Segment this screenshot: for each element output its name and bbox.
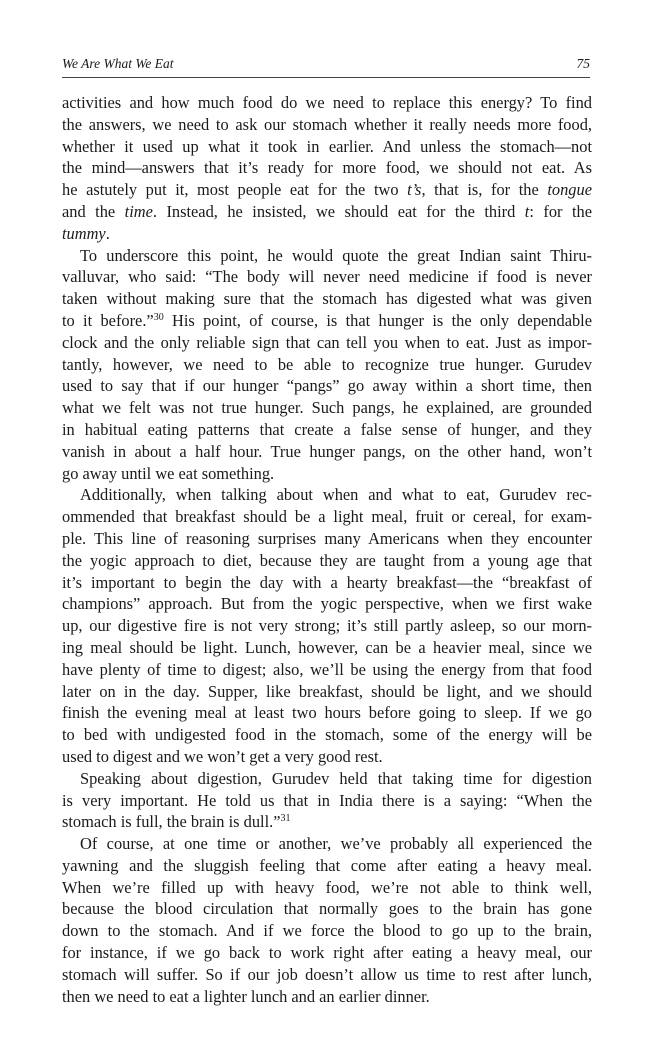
line-text: then we need to eat a lighter lunch and an earlier dinner. bbox=[62, 986, 430, 1006]
footnote-marker: 30 bbox=[153, 311, 164, 323]
line-text: what we felt was not true hunger. Such pangs, he explained, are grounded bbox=[62, 398, 592, 418]
line-text: champions” approach. But from the yogic perspective, when we first wake bbox=[62, 594, 592, 614]
text-line bbox=[62, 942, 592, 964]
text-line bbox=[62, 397, 592, 419]
line-text: stomach will suffer. So if our job doesn’t allow us time to rest after lunch, bbox=[62, 964, 592, 984]
text-line bbox=[62, 136, 592, 158]
text-line bbox=[62, 833, 592, 855]
line-text: to it before.” bbox=[62, 310, 154, 330]
line-text: tantly, however, we need to be able to recognize true hunger. Gurudev bbox=[62, 354, 592, 374]
text-line bbox=[62, 245, 592, 267]
text-line bbox=[62, 593, 592, 615]
text-line bbox=[62, 179, 592, 201]
line-text: vanish in about a half hour. True hunger pangs, on the other hand, won’t bbox=[62, 441, 592, 461]
text-line bbox=[62, 964, 592, 986]
line-text: Speaking about digestion, Gurudev held that taking time for digestion bbox=[80, 768, 592, 788]
text-line bbox=[62, 201, 592, 223]
line-text: ing meal should be light. Lunch, however, can be a heavier meal, since we bbox=[62, 637, 592, 657]
text-line bbox=[62, 528, 592, 550]
text-line bbox=[62, 768, 592, 790]
line-text: it’s important to begin the day with a hearty breakfast—the “breakfast of bbox=[62, 572, 592, 592]
text-line bbox=[62, 506, 592, 528]
text-line bbox=[62, 615, 592, 637]
line-text: the mind—answers that it’s ready for more food, we should not eat. As bbox=[62, 158, 592, 178]
text-line bbox=[62, 920, 592, 942]
line-text: His point, of course, is that hunger is the only dependable bbox=[163, 310, 592, 330]
line-text: ommended that breakfast should be a light meal, fruit or cereal, for exam- bbox=[62, 507, 592, 527]
text-line bbox=[62, 898, 592, 920]
line-text: in habitual eating patterns that create a false sense of hunger, and they bbox=[62, 419, 592, 439]
text-line bbox=[62, 724, 592, 746]
line-text: Additionally, when talking about when and what to eat, Gurudev rec- bbox=[80, 485, 592, 505]
line-text: have plenty of time to digest; also, we’ll be using the energy from that food bbox=[62, 659, 592, 679]
line-text: To underscore this point, he would quote the great Indian saint Thiru- bbox=[80, 245, 592, 265]
text-line bbox=[62, 223, 592, 245]
text-line bbox=[62, 855, 592, 877]
chapter-title: We Are What We Eat bbox=[62, 56, 174, 71]
line-text: When we’re filled up with heavy food, we’re not able to think well, bbox=[62, 877, 592, 897]
footnote-marker: 31 bbox=[280, 813, 291, 825]
line-text: because the blood circulation that normally goes to the brain has gone bbox=[62, 899, 592, 919]
text-line bbox=[62, 681, 592, 703]
text-line bbox=[62, 310, 592, 332]
text-line bbox=[62, 877, 592, 899]
text-line bbox=[62, 375, 592, 397]
line-text: for instance, if we go back to work right after eating a heavy meal, our bbox=[62, 943, 592, 963]
page-number: 75 bbox=[576, 56, 590, 71]
line-text: the yogic approach to diet, because they are taught from a young age that bbox=[62, 550, 592, 570]
line-text: go away until we eat something. bbox=[62, 463, 275, 483]
text-line bbox=[62, 463, 592, 485]
text-line bbox=[62, 354, 592, 376]
line-text: later on in the day. Supper, like breakfast, should be light, and we should bbox=[62, 681, 592, 701]
text-line bbox=[62, 92, 592, 114]
line-text: he astutely put it, most people eat for the two t’s, that is, for the tongue bbox=[62, 180, 592, 200]
text-line bbox=[62, 288, 592, 310]
text-line bbox=[62, 157, 592, 179]
line-text: taken without making sure that the stomach has digested what was given bbox=[62, 289, 592, 309]
line-text: tummy. bbox=[62, 223, 110, 243]
line-text: used to digest and we won’t get a very good rest. bbox=[62, 746, 383, 766]
line-text: and the time. Instead, he insisted, we should eat for the third t: for the bbox=[62, 201, 592, 221]
text-line bbox=[62, 550, 592, 572]
text-line bbox=[62, 790, 592, 812]
line-text: used to say that if our hunger “pangs” go away within a short time, then bbox=[62, 376, 592, 396]
running-header bbox=[62, 55, 590, 78]
line-text: Of course, at one time or another, we’ve probably all experienced the bbox=[80, 834, 592, 854]
line-text: is very important. He told us that in India there is a saying: “When the bbox=[62, 790, 592, 810]
line-text: activities and how much food do we need to replace this energy? To find bbox=[62, 93, 592, 112]
line-text: stomach is full, the brain is dull.” bbox=[62, 812, 281, 832]
text-line bbox=[62, 746, 592, 768]
line-text: yawning and the sluggish feeling that come after eating a heavy meal. bbox=[62, 855, 592, 875]
text-line bbox=[62, 702, 592, 724]
body-text bbox=[62, 92, 592, 1007]
text-line bbox=[62, 986, 592, 1008]
text-line bbox=[62, 441, 592, 463]
line-text: down to the stomach. And if we force the blood to go up to the brain, bbox=[62, 921, 592, 941]
text-line bbox=[62, 266, 592, 288]
line-text: clock and the only reliable sign that can tell you when to eat. Just as impor- bbox=[62, 332, 592, 352]
line-text: the answers, we need to ask our stomach whether it really needs more food, bbox=[62, 114, 592, 134]
text-line bbox=[62, 811, 592, 833]
line-text: to bed with undigested food in the stomach, some of the energy will be bbox=[62, 725, 592, 745]
text-line bbox=[62, 659, 592, 681]
text-line bbox=[62, 637, 592, 659]
line-text: valluvar, who said: “The body will never need medicine if food is never bbox=[62, 267, 592, 287]
text-line bbox=[62, 484, 592, 506]
text-line bbox=[62, 572, 592, 594]
text-line bbox=[62, 419, 592, 441]
line-text: finish the evening meal at least two hours before going to sleep. If we go bbox=[62, 703, 592, 723]
line-text: ple. This line of reasoning surprises many Americans when they encounter bbox=[62, 528, 592, 548]
text-line bbox=[62, 114, 592, 136]
line-text: up, our digestive fire is not very strong; it’s still partly asleep, so our morn- bbox=[62, 616, 592, 636]
line-text: whether it used up what it took in earlier. And unless the stomach—not bbox=[62, 136, 592, 156]
text-line bbox=[62, 332, 592, 354]
